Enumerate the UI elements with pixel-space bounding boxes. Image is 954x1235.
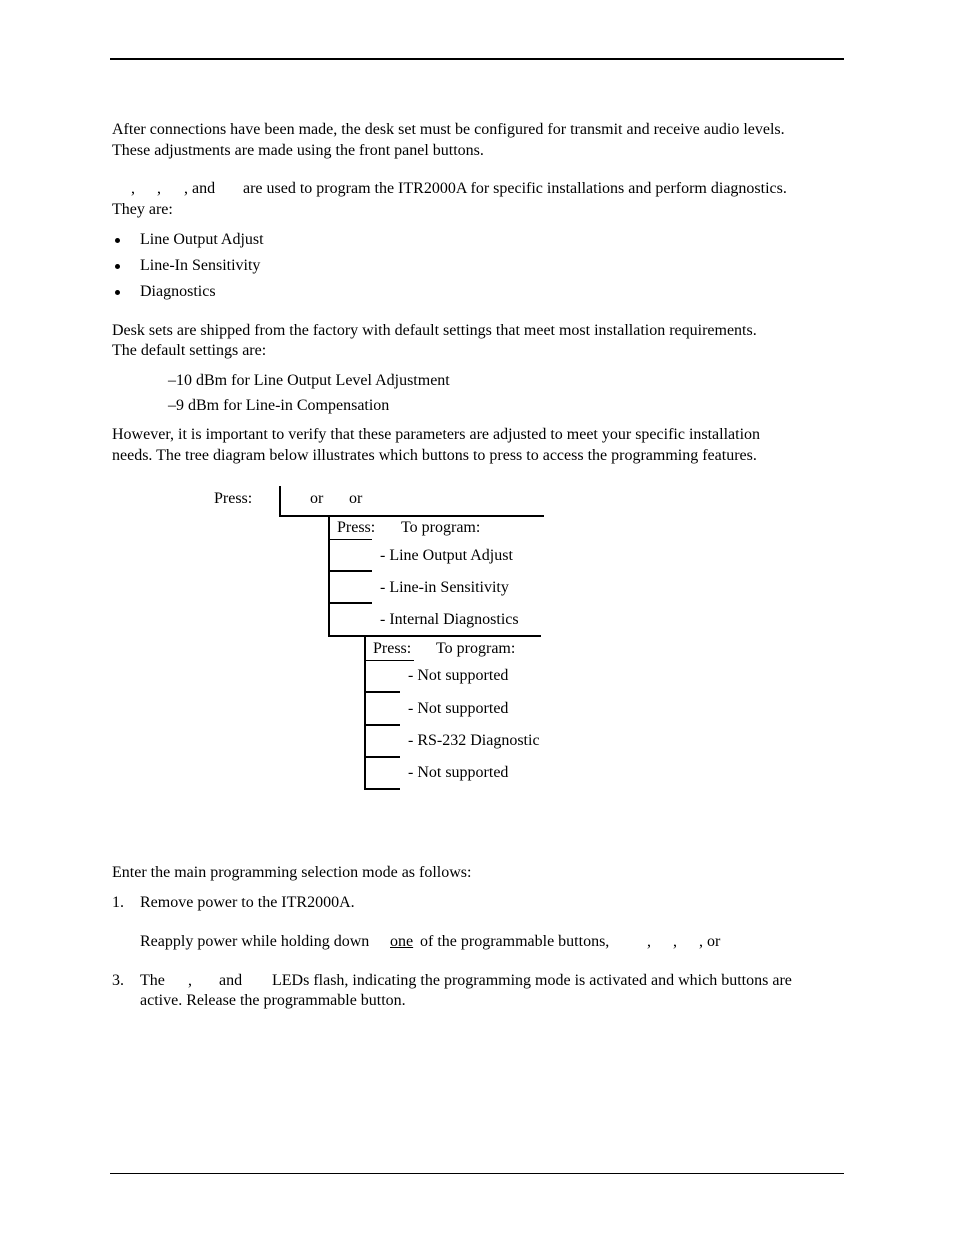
step-1-text: Remove power to the ITR2000A. (140, 894, 355, 911)
tree-level1-hline (328, 635, 541, 637)
tree-root-vline (279, 486, 281, 516)
tree-or-1: or (310, 490, 324, 507)
buttons-sep-3: , and (184, 180, 216, 197)
tree-level2-tick (365, 756, 400, 758)
tree-level2-tick (365, 691, 400, 693)
buttons-sep-1: , (131, 180, 135, 197)
feature-item: Diagnostics (140, 283, 216, 300)
defaults-line-1: Desk sets are shipped from the factory with default settings that meet most installation requirements. (112, 322, 757, 339)
default-setting: –9 dBm for Line-in Compensation (168, 397, 390, 414)
feature-item: Line Output Adjust (140, 231, 264, 248)
step-3-the: The (140, 972, 165, 989)
buttons-para-line-2: They are: (112, 201, 173, 218)
defaults-line-2: The default settings are: (112, 342, 267, 359)
tree-level2-underline (365, 660, 414, 661)
tree-press-label: Press: (214, 490, 253, 507)
intro-line-2: These adjustments are made using the front panel buttons. (112, 142, 484, 159)
tree-level2-press: Press: (373, 640, 412, 657)
tree-level2-item: - Not supported (408, 700, 509, 717)
tree-level2-to-program: To program: (436, 640, 516, 657)
tree-level1-item: - Internal Diagnostics (380, 611, 519, 628)
tree-level2-item: - Not supported (408, 667, 509, 684)
header-rule (110, 58, 844, 60)
tree-level1-tick (329, 570, 372, 572)
step-3-rest: LEDs flash, indicating the programming mode is activated and which buttons are (272, 972, 792, 989)
tree-level2-tick (365, 788, 400, 790)
tree-root-hline (279, 515, 544, 517)
step-2-underlined-word: one (390, 933, 414, 950)
footer-rule (110, 1173, 844, 1174)
step-2-text-a: Reapply power while holding down (140, 933, 370, 950)
step-3-sep: , (188, 972, 192, 989)
step-2-sep-3: , or (699, 933, 721, 950)
step-3-line-2: active. Release the programmable button. (140, 992, 406, 1009)
enter-mode-text: Enter the main programming selection mode as follows: (112, 864, 472, 881)
step-2-text-b: of the programmable buttons, (420, 933, 610, 950)
step-3-number: 3. (112, 972, 124, 989)
bullet-dot (115, 238, 120, 243)
tree-level1-vline (328, 516, 330, 637)
tree-level2-tick (365, 724, 400, 726)
step-1-number: 1. (112, 894, 124, 911)
tree-level2-item: - RS-232 Diagnostic (408, 732, 540, 749)
tree-level1-item: - Line-in Sensitivity (380, 579, 509, 596)
buttons-sep-2: , (157, 180, 161, 197)
tree-level1-to-program: To program: (401, 519, 481, 536)
tree-or-2: or (349, 490, 363, 507)
tree-level1-item: - Line Output Adjust (380, 547, 513, 564)
intro-line-1: After connections have been made, the desk set must be configured for transmit and receive audio levels. (112, 121, 785, 138)
feature-item: Line-In Sensitivity (140, 257, 261, 274)
tree-level1-press: Press: (337, 519, 376, 536)
step-3-and: and (219, 972, 243, 989)
tree-level1-underline (329, 539, 372, 540)
step-2-sep-1: , (647, 933, 651, 950)
tree-level1-tick (329, 602, 372, 604)
tree-level2-item: - Not supported (408, 764, 509, 781)
verify-line-2: needs. The tree diagram below illustrates which buttons to press to access the programming features. (112, 447, 757, 464)
step-2-sep-2: , (673, 933, 677, 950)
bullet-dot (115, 264, 120, 269)
buttons-para-rest: are used to program the ITR2000A for specific installations and perform diagnostics. (243, 180, 787, 197)
bullet-dot (115, 290, 120, 295)
default-setting: –10 dBm for Line Output Level Adjustment (168, 372, 450, 389)
verify-line-1: However, it is important to verify that these parameters are adjusted to meet your specific installation (112, 426, 761, 443)
